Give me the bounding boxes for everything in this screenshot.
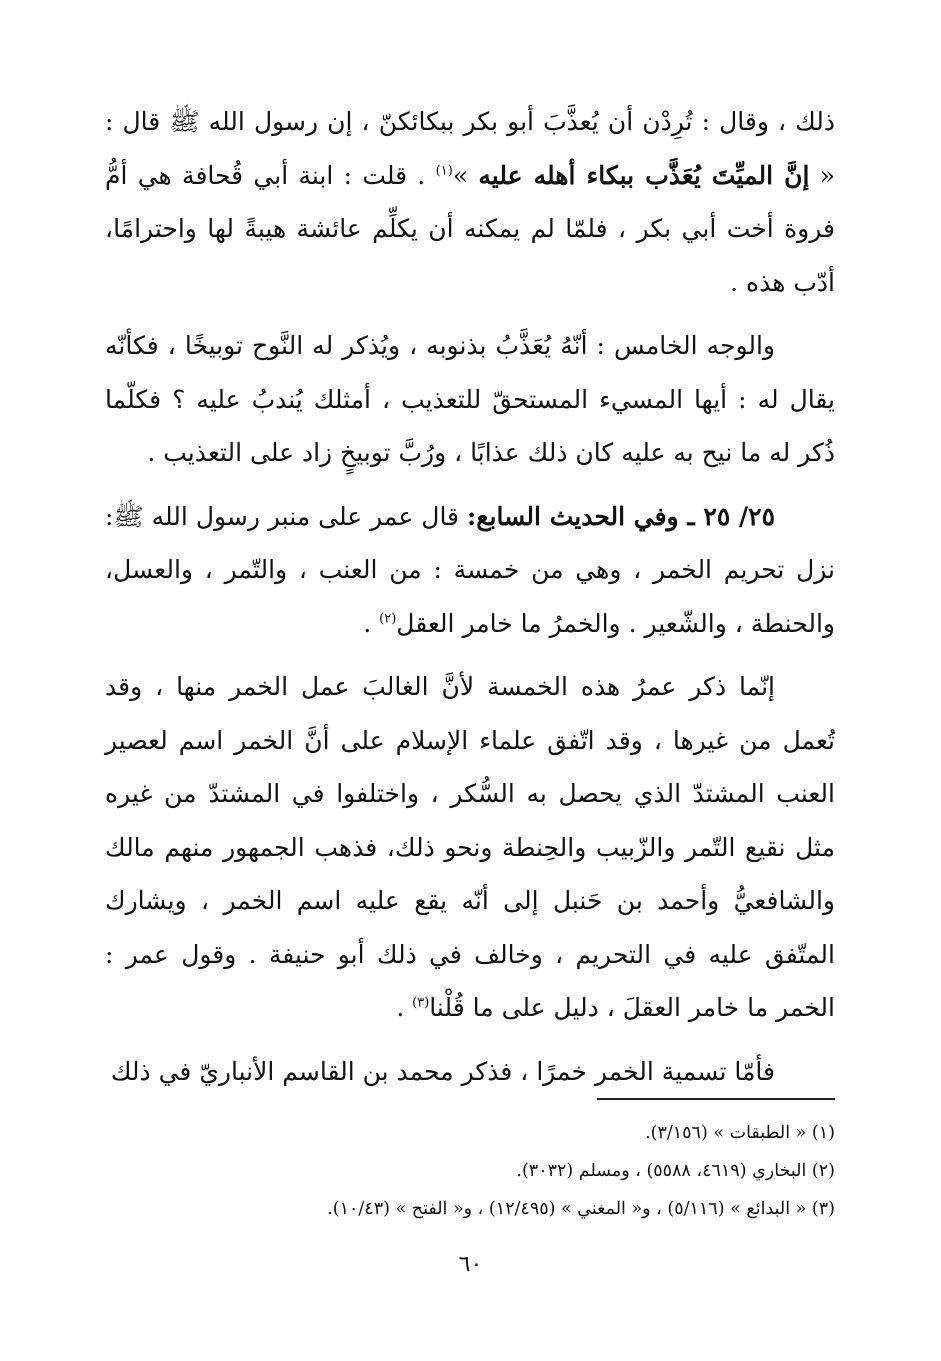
commentary-text: إنّما ذكر عمرُ هذه الخمسة لأنَّ الغالبَ عمل الخمر منها ، وقد تُعمل من غيرها ، وقد اتّفق علماء الإسلام على أنَّ الخمر اسم لعصير العنب المشتدّ الذي يحصل به السُّكر ، واختلفوا في المشتدّ من غيره مثل نقيع التّمر والزّبيب والحِنطة ونحو ذلك، فذهب الجمهور منهم مالك والشافعيُّ وأحمد بن حَنبل إلى أنّه يقع عليه اسم الخمر ، ويشارك المتّفق عليه في التحريم ، وخالف في ذلك أبو حنيفة . وقول عمر : الخمر ما خامر العقلَ ، دليل على ما قُلْنا: [105, 672, 835, 1022]
hadith-text: قال عمر على منبر رسول الله ﷺ: نزل تحريم الخمر ، وهي من خمسة : من العنب ، والتّمر ، والعسل، والحنطة ، والشّعير . والخمرُ ما خامر العقل: [105, 501, 835, 638]
hadith-heading-paragraph: [105, 490, 835, 651]
paragraph-last-line: [105, 1045, 835, 1099]
hadith-lead: ـ وفي الحديث السابع:: [466, 501, 704, 531]
text-run: . قلت : ابنة أبي قُحافة هي أمُّ فروة أخت أبي بكر ، فلمّا لم يمكنه أن يكلِّم عائشة هيبةً لها واحترامًا، أدّب هذه .: [105, 160, 835, 297]
footnote-ref-3: (٣): [412, 995, 430, 1011]
text-run: .: [363, 608, 380, 638]
footnotes: [105, 1114, 835, 1228]
footnote-1: (١) « الطبقات » (٣/١٥٦).: [645, 1123, 835, 1143]
text-run: .: [396, 993, 413, 1022]
paragraph-commentary: [105, 660, 835, 1035]
page-number: ٦٠: [458, 1252, 483, 1277]
main-text: [105, 95, 835, 1098]
footnote-3: (٣) « البدائع » (٥/١١٦) ، و« المغني » (١٢/٤٩٥) ، و« الفتح » (١٠/٤٣).: [327, 1199, 835, 1219]
paragraph-fifth-aspect: [105, 319, 835, 480]
footnote-2: (٢) البخاري (٤٦١٩، ٥٥٨٨) ، ومسلم (٣٠٣٢).: [516, 1161, 835, 1181]
footnote-ref-2: (٢): [379, 611, 397, 627]
footnote-ref-1: (١): [435, 163, 453, 179]
paragraph-continuation: [105, 95, 835, 309]
hadith-number: ٢٥/ ٢٥: [703, 501, 775, 531]
text-run: ذلك ، وقال : تُرِدْن أن يُعذَّبَ أبو بكر ببكائكنّ ، إن رسول الله ﷺ قال : «: [105, 107, 835, 190]
text-run: والوجه الخامس : أنّهُ يُعَذَّبُ بذنوبه ، ويُذكر له النَّوح توبيخًا ، فكأنّه يقال له : أيها المسيء المستحقّ للتعذيب ، أمثلك يُندبُ عليه ؟ فكلّما ذُكر له ما نيح به عليه كان ذلك عذابًا ، ورُبَّ توبيخٍ زاد على التعذيب .: [105, 331, 835, 467]
footnote-divider: [597, 1098, 835, 1100]
text-run: »: [452, 160, 479, 190]
hadith-quote: إنَّ الميِّتَ يُعَذَّب ببكاء أهله عليه: [478, 160, 810, 190]
text-run: فأمّا تسمية الخمر خمرًا ، فذكر محمد بن القاسم الأنباريّ في ذلك: [110, 1056, 775, 1086]
